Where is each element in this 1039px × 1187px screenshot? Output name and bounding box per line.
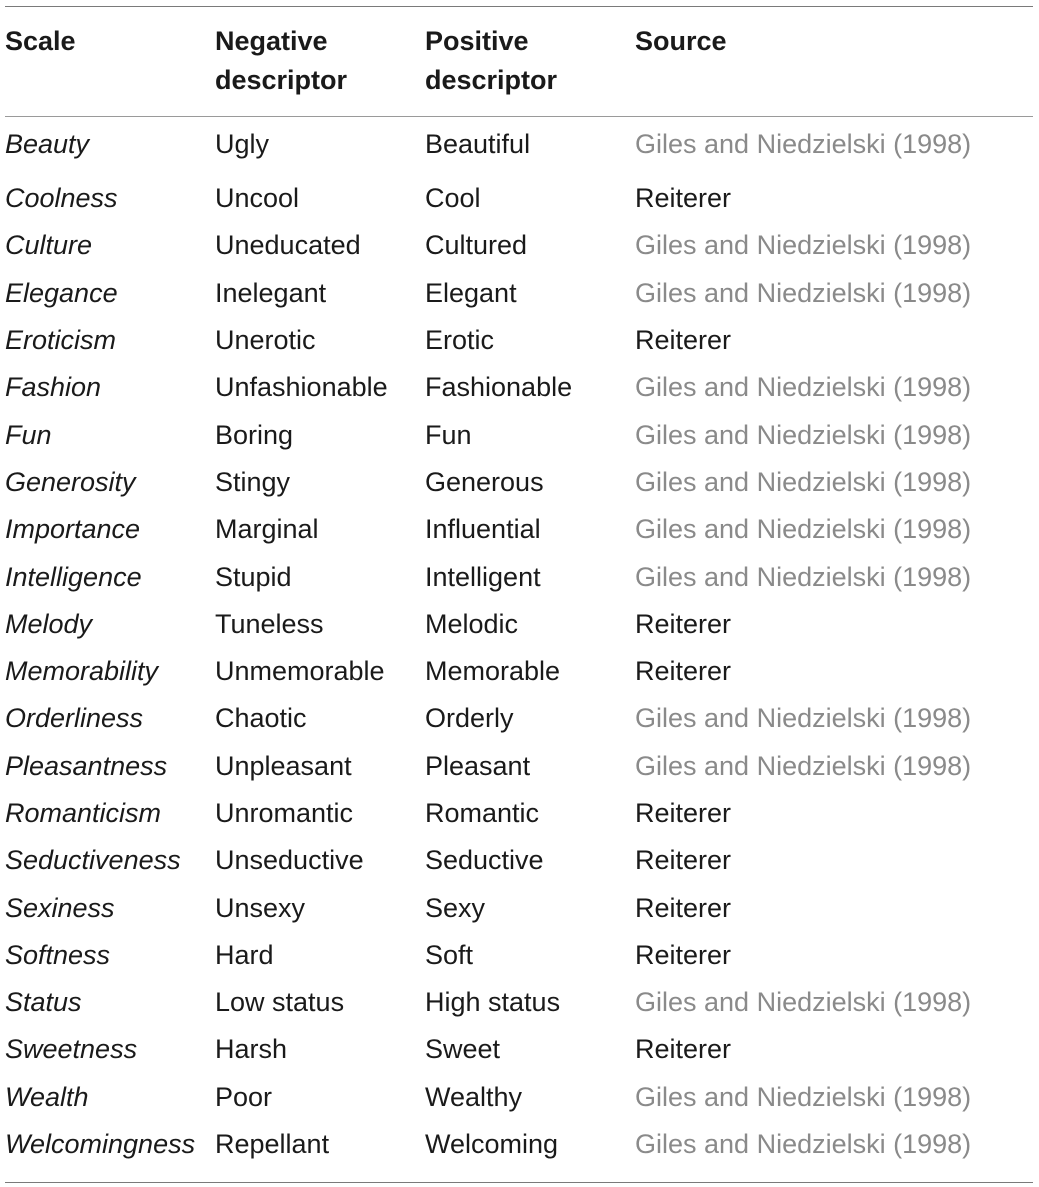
positive-descriptor-cell: Soft — [425, 939, 474, 970]
source-cell: Giles and Niedzielski (1998) — [635, 419, 972, 450]
negative-descriptor-cell: Stupid — [215, 561, 292, 592]
negative-descriptor-cell: Ugly — [215, 129, 270, 159]
table-row — [5, 1121, 1035, 1168]
scale-cell: Fashion — [5, 372, 102, 403]
source-cell: Reiterer — [635, 939, 732, 970]
negative-descriptor-cell: Unfashionable — [215, 372, 388, 403]
scale-cell: Importance — [5, 514, 141, 545]
table-row — [5, 884, 1035, 931]
source-cell: Reiterer — [635, 798, 732, 828]
scale-cell: Orderliness — [5, 703, 144, 734]
scale-cell: Coolness — [5, 183, 118, 214]
positive-descriptor-cell: Sexy — [425, 892, 486, 923]
source-cell: Giles and Niedzielski (1998) — [635, 561, 972, 592]
source-cell: Giles and Niedzielski (1998) — [635, 277, 972, 308]
scale-cell: Sweetness — [5, 1034, 138, 1065]
positive-descriptor-cell: Romantic — [425, 798, 540, 828]
negative-descriptor-cell: Uncool — [215, 183, 300, 214]
negative-descriptor-cell: Unsexy — [215, 892, 306, 923]
negative-descriptor-cell: Unromantic — [215, 798, 354, 828]
positive-descriptor-cell: Cultured — [425, 230, 528, 261]
scale-cell: Welcomingness — [5, 1129, 196, 1160]
source-cell: Giles and Niedzielski (1998) — [635, 466, 972, 497]
header-negative-line-2: descriptor — [215, 65, 348, 95]
positive-descriptor-cell: Fun — [425, 419, 472, 450]
table-row — [5, 222, 1035, 269]
positive-descriptor-cell: Welcoming — [425, 1129, 559, 1160]
positive-descriptor-cell: Sweet — [425, 1034, 501, 1065]
negative-descriptor-cell: Marginal — [215, 514, 319, 545]
scale-cell: Intelligence — [5, 561, 142, 592]
table-bottom-rule — [5, 1182, 1033, 1183]
table-row — [5, 411, 1035, 458]
source-cell: Giles and Niedzielski (1998) — [635, 703, 972, 734]
header-positive-line-1: Positive — [425, 26, 529, 56]
source-cell: Reiterer — [635, 845, 732, 876]
positive-descriptor-cell: Cool — [425, 183, 481, 214]
header-source — [635, 6, 1035, 100]
header-positive-descriptor — [425, 6, 635, 100]
table-row — [5, 364, 1035, 411]
header-negative-descriptor — [215, 6, 425, 100]
negative-descriptor-cell: Unseductive — [215, 845, 364, 876]
table-row — [5, 932, 1035, 979]
positive-descriptor-cell: High status — [425, 987, 561, 1018]
negative-descriptor-cell: Inelegant — [215, 277, 327, 308]
negative-descriptor-cell: Boring — [215, 419, 294, 450]
positive-descriptor-cell: Erotic — [425, 325, 495, 356]
table-row — [5, 459, 1035, 506]
positive-descriptor-cell: Influential — [425, 514, 541, 545]
scale-cell: Softness — [5, 939, 111, 970]
scale-cell: Generosity — [5, 466, 136, 497]
negative-descriptor-cell: Stingy — [215, 466, 291, 497]
positive-descriptor-cell: Melodic — [425, 608, 519, 639]
positive-descriptor-cell: Seductive — [425, 845, 544, 876]
negative-descriptor-cell: Harsh — [215, 1034, 288, 1065]
negative-descriptor-cell: Unmemorable — [215, 656, 385, 687]
table-row — [5, 601, 1035, 648]
header-scale — [5, 6, 215, 100]
positive-descriptor-cell: Generous — [425, 466, 544, 497]
table-row — [5, 1074, 1035, 1121]
scale-cell: Seductiveness — [5, 845, 181, 876]
negative-descriptor-cell: Uneducated — [215, 230, 361, 261]
table-row — [5, 695, 1035, 742]
scales-table — [5, 6, 1035, 1168]
scale-cell: Elegance — [5, 277, 118, 308]
positive-descriptor-cell: Intelligent — [425, 561, 541, 592]
scale-cell: Status — [5, 987, 82, 1018]
positive-descriptor-cell: Memorable — [425, 656, 561, 687]
negative-descriptor-cell: Hard — [215, 939, 274, 970]
source-cell: Reiterer — [635, 892, 732, 923]
table-row — [5, 175, 1035, 222]
scale-cell: Beauty — [5, 129, 90, 159]
table-row — [5, 743, 1035, 790]
scale-cell: Culture — [5, 230, 93, 261]
scale-cell: Wealth — [5, 1081, 89, 1112]
negative-descriptor-cell: Poor — [215, 1081, 273, 1112]
table-row — [5, 506, 1035, 553]
table-row — [5, 979, 1035, 1026]
header-positive-line-2: descriptor — [425, 65, 558, 95]
source-cell: Giles and Niedzielski (1998) — [635, 372, 972, 403]
header-negative-line-1: Negative — [215, 26, 328, 56]
scale-cell: Sexiness — [5, 892, 115, 923]
scale-cell: Memorability — [5, 656, 159, 687]
positive-descriptor-cell: Orderly — [425, 703, 514, 734]
scale-cell: Pleasantness — [5, 750, 168, 781]
source-cell: Giles and Niedzielski (1998) — [635, 129, 972, 159]
table-row — [5, 270, 1035, 317]
source-cell: Reiterer — [635, 656, 732, 687]
negative-descriptor-cell: Repellant — [215, 1129, 330, 1160]
table-row — [5, 648, 1035, 695]
negative-descriptor-cell: Unpleasant — [215, 750, 352, 781]
table-row — [5, 553, 1035, 600]
positive-descriptor-cell: Elegant — [425, 277, 517, 308]
header-source-line-1: Source — [635, 26, 727, 56]
source-cell: Reiterer — [635, 608, 732, 639]
source-cell: Reiterer — [635, 1034, 732, 1065]
table-header — [5, 6, 1035, 100]
table-row — [5, 100, 1035, 175]
source-cell: Reiterer — [635, 325, 732, 356]
positive-descriptor-cell: Pleasant — [425, 750, 531, 781]
header-row — [5, 6, 1035, 100]
table-row — [5, 317, 1035, 364]
positive-descriptor-cell: Beautiful — [425, 129, 531, 159]
source-cell: Giles and Niedzielski (1998) — [635, 1081, 972, 1112]
table-row — [5, 790, 1035, 837]
negative-descriptor-cell: Tuneless — [215, 608, 324, 639]
source-cell: Giles and Niedzielski (1998) — [635, 230, 972, 261]
source-cell: Giles and Niedzielski (1998) — [635, 750, 972, 781]
table-body — [5, 100, 1035, 1168]
scale-cell: Eroticism — [5, 325, 117, 356]
source-cell: Reiterer — [635, 183, 732, 214]
negative-descriptor-cell: Low status — [215, 987, 345, 1018]
negative-descriptor-cell: Chaotic — [215, 703, 307, 734]
source-cell: Giles and Niedzielski (1998) — [635, 987, 972, 1018]
scale-cell: Romanticism — [5, 798, 162, 828]
positive-descriptor-cell: Wealthy — [425, 1081, 523, 1112]
source-cell: Giles and Niedzielski (1998) — [635, 514, 972, 545]
negative-descriptor-cell: Unerotic — [215, 325, 316, 356]
table-row — [5, 837, 1035, 884]
table-row — [5, 1026, 1035, 1073]
positive-descriptor-cell: Fashionable — [425, 372, 573, 403]
scale-cell: Melody — [5, 608, 93, 639]
source-cell: Giles and Niedzielski (1998) — [635, 1129, 972, 1160]
header-scale-line-1: Scale — [5, 26, 76, 56]
scale-cell: Fun — [5, 419, 52, 450]
